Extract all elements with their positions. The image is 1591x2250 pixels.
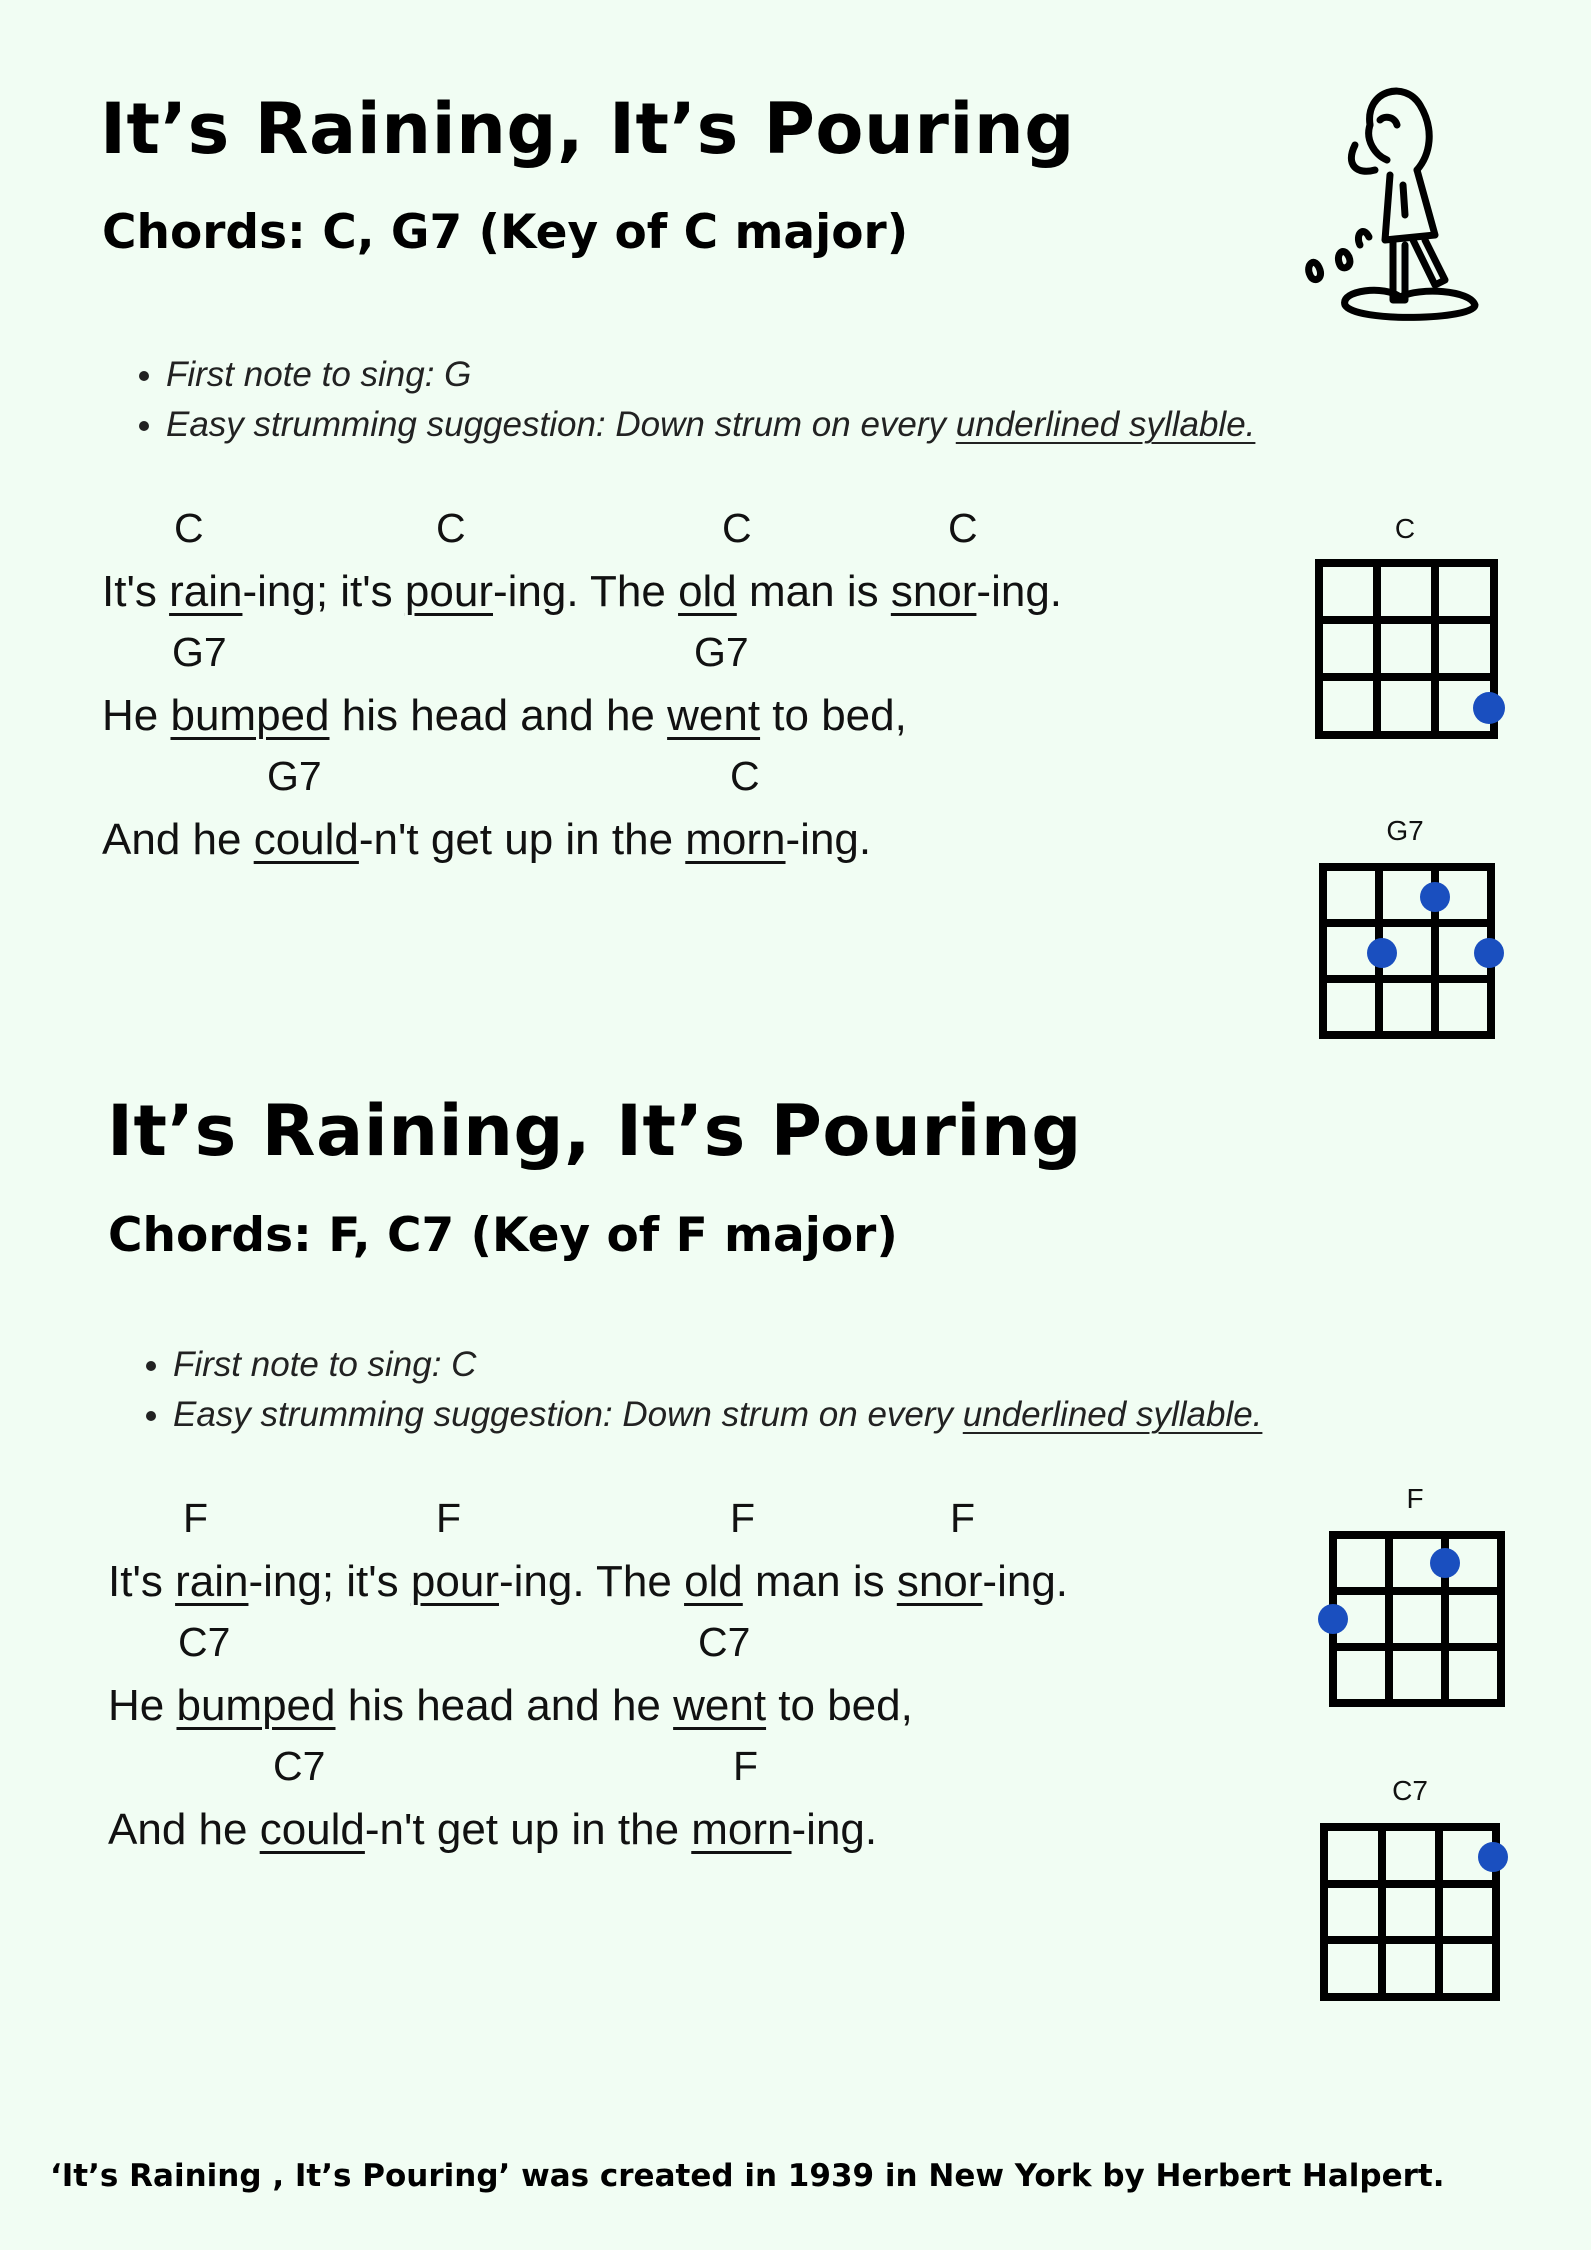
chord-label: C	[722, 505, 752, 551]
chord-label: F	[730, 1495, 756, 1541]
section2-song	[108, 1495, 1258, 1870]
section1-notes	[104, 350, 1255, 450]
chord-diagram-c7	[1310, 1775, 1510, 2005]
finger-dot	[1420, 882, 1450, 912]
strum-text: Easy strumming suggestion: Down strum on every	[173, 1395, 963, 1434]
lyric-line-3: And he could-n't get up in the morn-ing.	[102, 815, 872, 864]
chord-diagram-name: C	[1394, 513, 1416, 544]
chord-label: F	[183, 1495, 209, 1541]
child-in-raincoat-icon	[1285, 75, 1485, 349]
strum-suggestion	[173, 1390, 1262, 1440]
chord-label: C7	[698, 1619, 751, 1665]
strum-underlined: underlined syllable.	[962, 1395, 1263, 1434]
footer-credit: ‘It’s Raining , It’s Pouring’ was created in 1939 in New York by Herbert Halpert.	[50, 2158, 1445, 2194]
chord-label: C	[730, 753, 760, 799]
chord-diagram-name: G7	[1386, 815, 1424, 846]
chord-label: G7	[694, 629, 749, 675]
finger-dot	[1318, 1604, 1348, 1634]
finger-dot	[1473, 692, 1505, 724]
chord-diagram-c	[1305, 513, 1505, 743]
section2-subtitle: Chords: F, C7 (Key of F major)	[108, 1208, 898, 1263]
chord-diagram-f	[1315, 1483, 1515, 1713]
finger-dot	[1430, 1548, 1460, 1578]
chord-label: C7	[273, 1743, 326, 1789]
chord-label: F	[436, 1495, 462, 1541]
chord-label: C7	[178, 1619, 231, 1665]
chord-label: F	[733, 1743, 759, 1789]
chord-diagram-name: C7	[1392, 1775, 1428, 1806]
chord-label: C	[174, 505, 204, 551]
section2-notes	[111, 1340, 1262, 1440]
lyric-line-2: He bumped his head and he went to bed,	[102, 691, 907, 740]
chord-label: C	[436, 505, 466, 551]
first-note: • First note to sing: C	[173, 1340, 1262, 1390]
finger-dot	[1478, 1842, 1508, 1872]
lyric-line-2: He bumped his head and he went to bed,	[108, 1681, 913, 1730]
lyric-line-1: It's rain-ing; it's pour-ing. The old man is snor-ing.	[108, 1557, 1069, 1606]
section1-song	[102, 505, 1252, 880]
chord-label: G7	[172, 629, 227, 675]
strum-text: Easy strumming suggestion: Down strum on every	[166, 405, 956, 444]
chord-label: G7	[267, 753, 322, 799]
first-note: • First note to sing: G	[166, 350, 1255, 400]
chord-label: F	[950, 1495, 976, 1541]
finger-dot	[1474, 938, 1504, 968]
strum-underlined: underlined syllable.	[955, 405, 1256, 444]
strum-suggestion	[166, 400, 1255, 450]
section2-title: It’s Raining, It’s Pouring	[107, 1090, 1082, 1172]
section1-title: It’s Raining, It’s Pouring	[100, 88, 1075, 170]
finger-dot	[1367, 938, 1397, 968]
chord-diagram-name: F	[1406, 1483, 1424, 1514]
chord-label: C	[948, 505, 978, 551]
lyric-line-3: And he could-n't get up in the morn-ing.	[108, 1805, 878, 1854]
section1-subtitle: Chords: C, G7 (Key of C major)	[102, 205, 909, 260]
lyric-line-1: It's rain-ing; it's pour-ing. The old man is snor-ing.	[102, 567, 1063, 616]
chord-diagram-g7	[1305, 815, 1505, 1045]
